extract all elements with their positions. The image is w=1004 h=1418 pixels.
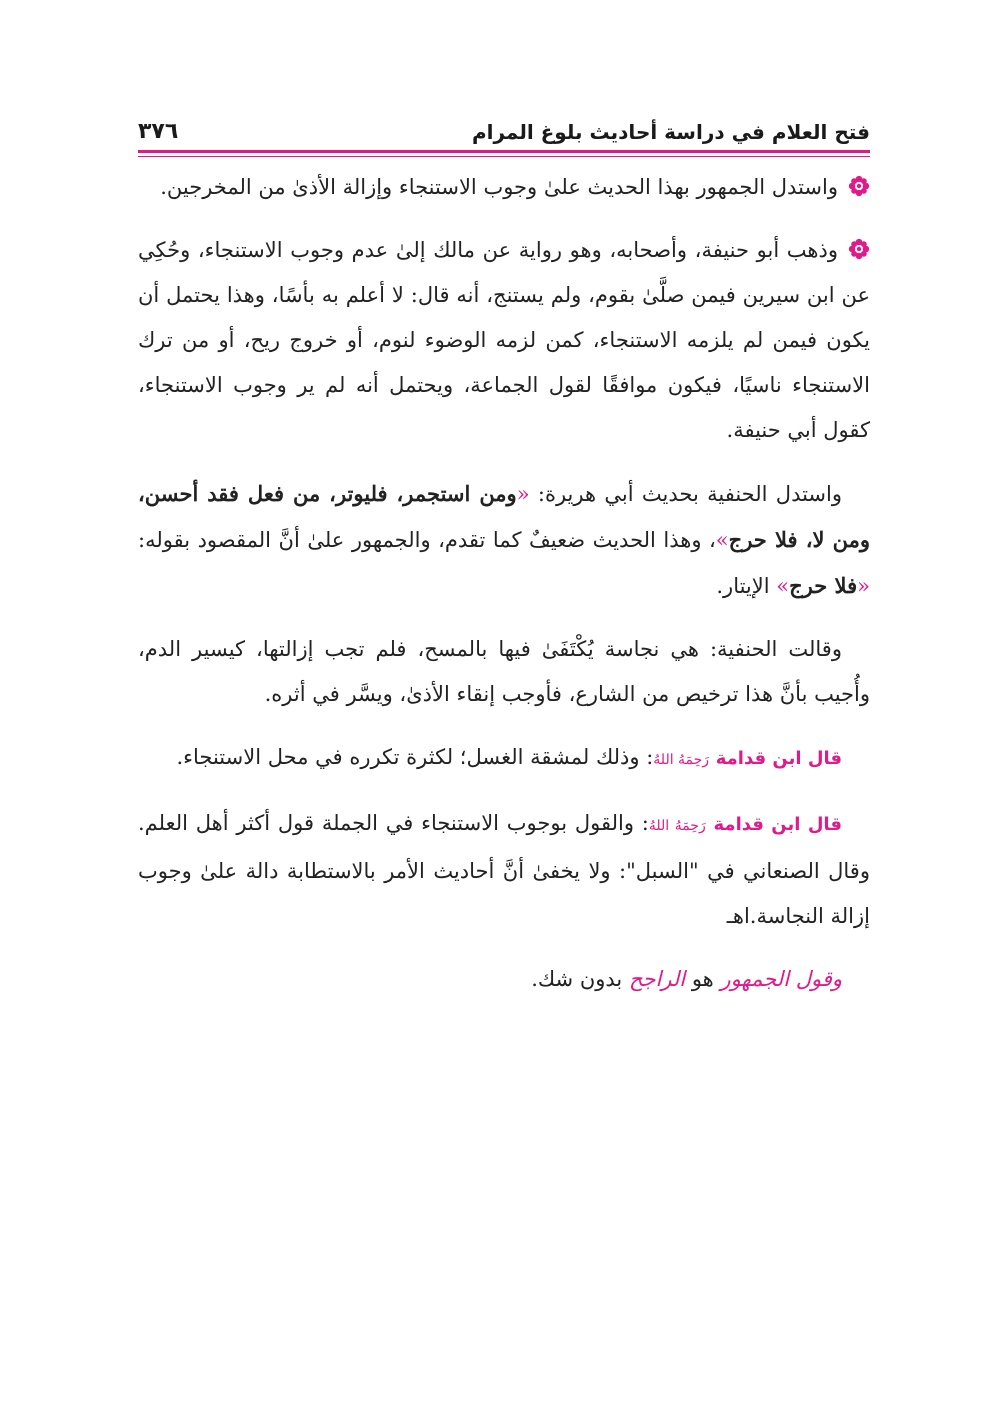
quoted-phrase: فلا حرج (789, 573, 858, 598)
quote-close-mark: » (715, 528, 729, 552)
paragraph-hanafi-argument (138, 627, 870, 717)
document-page (138, 110, 870, 1020)
paragraph-middle: ، وهذا الحديث ضعيفٌ كما تقدم، والجمهور علىٰ أنَّ المقصود بقوله: (138, 528, 716, 552)
flower-icon (848, 238, 870, 260)
header-rule-thin (138, 156, 870, 157)
quote-open-mark: « (857, 574, 870, 598)
conclusion-connector: هو (685, 967, 721, 991)
quote-open-mark: « (516, 482, 530, 506)
conclusion-preponderant: الراجح (628, 967, 686, 991)
flower-icon (848, 175, 870, 197)
paragraph-conclusion (138, 957, 870, 1002)
conclusion-tail: بدون شك. (531, 967, 629, 991)
body-text (138, 165, 870, 1002)
paragraph-hanafi-evidence (138, 471, 870, 609)
hadith-text: ومن استجمر، فليوتر، من فعل فقد أحسن، ومن لا، فلا حرج (138, 481, 870, 552)
paragraph-text: وذهب أبو حنيفة، وأصحابه، وهو رواية عن مالك إلىٰ عدم وجوب الاستنجاء، وحُكِي عن ابن سيرين فيمن صلَّىٰ بقوم، ولم يستنج، أنه قال: لا أعلم به بأسًا، وهذا يحتمل أن يكون فيمن لم يلزمه الاستنجاء، كمن لزمه الوضوء لنوم، أو خروج ريح، أو من ترك الاستنجاء ناسيًا، فيكون موافقًا لقول الجماعة، ويحتمل أنه لم ير وجوب الاستنجاء، كقول أبي حنيفة. (138, 238, 870, 442)
citation-label: قال ابن قدامة (715, 748, 842, 769)
book-title: فتح العلام في دراسة أحاديث بلوغ المرام (471, 120, 870, 144)
quote-close-mark: » (776, 574, 790, 598)
paragraph-text: وقالت الحنفية: هي نجاسة يُكْتَفَىٰ فيها بالمسح، فلم تجب إزالتها، كيسير الدم، وأُجيب بأنَّ هذا ترخيص من الشارع، فأوجب إنقاء الأذىٰ، ويسَّر في أثره. (138, 637, 870, 706)
paragraph-hanafi-view (138, 228, 870, 453)
paragraph-ibn-qudama-1 (138, 735, 870, 783)
running-header (138, 110, 870, 144)
conclusion-majority: وقول الجمهور (720, 967, 842, 991)
header-rule-thick (138, 150, 870, 153)
honorific-glyph: رَحِمَهُ اللهُ (653, 752, 710, 768)
citation-label: قال ابن قدامة (713, 814, 842, 835)
honorific-glyph: رَحِمَهُ اللهُ (648, 818, 706, 834)
paragraph-majority-view (138, 165, 870, 210)
paragraph-text: : وذلك لمشقة الغسل؛ لكثرة تكرره في محل الاستنجاء. (176, 745, 654, 769)
paragraph-text: : والقول بوجوب الاستنجاء في الجملة قول أكثر أهل العلم. وقال الصنعاني في "السبل": ولا يخفىٰ أنَّ أحاديث الأمر بالاستطابة دالة علىٰ وجوب إزالة النجاسة.اهـ (138, 811, 870, 928)
paragraph-tail: الإيتار. (716, 574, 777, 598)
paragraph-lead: واستدل الحنفية بحديث أبي هريرة: (529, 482, 842, 506)
page-number: ٣٧٦ (138, 119, 179, 144)
paragraph-ibn-qudama-2 (138, 801, 870, 939)
paragraph-text: واستدل الجمهور بهذا الحديث علىٰ وجوب الاستنجاء وإزالة الأذىٰ من المخرجين. (160, 175, 838, 199)
